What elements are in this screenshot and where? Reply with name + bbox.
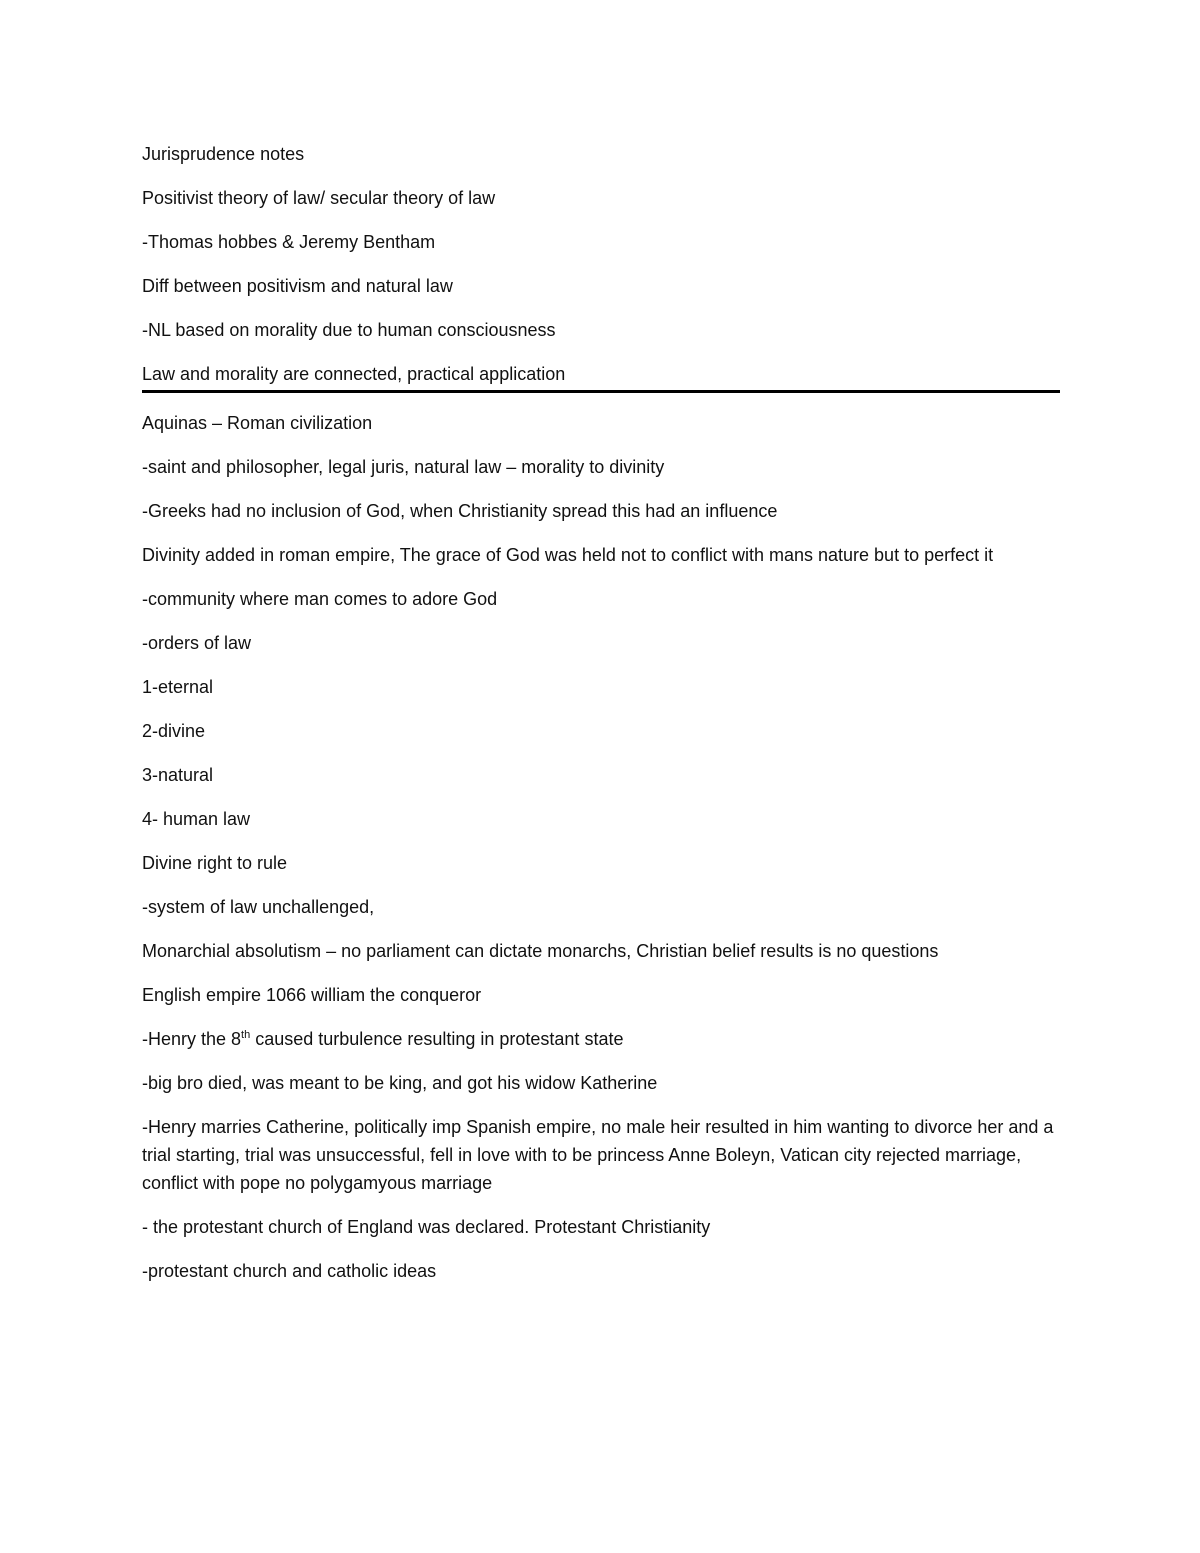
note-line: -Greeks had no inclusion of God, when Christianity spread this had an influence xyxy=(142,501,778,521)
document-body xyxy=(142,140,1060,1301)
note-paragraph: Divinity added in roman empire, The grace of God was held not to conflict with mans nature but to perfect it xyxy=(142,545,994,565)
henry-text-start: -Henry the 8 xyxy=(142,1029,242,1049)
note-line: Aquinas – Roman civilization xyxy=(142,413,373,433)
note-line: -NL based on morality due to human consciousness xyxy=(142,320,556,340)
ordinal-superscript: th xyxy=(241,1029,251,1041)
note-line: -Thomas hobbes & Jeremy Bentham xyxy=(142,232,436,252)
note-list-item: 2-divine xyxy=(142,721,206,741)
henry-text-end: caused turbulence resulting in protestant state xyxy=(250,1029,624,1049)
note-line: Law and morality are connected, practical application xyxy=(142,364,566,384)
horizontal-divider xyxy=(142,390,1060,393)
note-line: English empire 1066 william the conqueror xyxy=(142,985,482,1005)
note-line: -big bro died, was meant to be king, and got his widow Katherine xyxy=(142,1073,658,1093)
note-list-item: 1-eternal xyxy=(142,677,214,697)
note-line: -system of law unchallenged, xyxy=(142,897,375,917)
note-line: -community where man comes to adore God xyxy=(142,589,498,609)
note-line-henry xyxy=(142,1025,1060,1053)
note-line: -protestant church and catholic ideas xyxy=(142,1261,437,1281)
note-line: Diff between positivism and natural law xyxy=(142,276,453,296)
note-line: -orders of law xyxy=(142,633,252,653)
note-paragraph: -Henry marries Catherine, politically imp Spanish empire, no male heir resulted in him wanting to divorce her and a trial starting, trial was unsuccessful, fell in love with to be princess Anne Boleyn, Vatican city rejected marriage, conflict with pope no polygamyous marriage xyxy=(142,1117,1054,1193)
note-list-item: 3-natural xyxy=(142,765,214,785)
note-line: Divine right to rule xyxy=(142,853,288,873)
note-line: Positivist theory of law/ secular theory of law xyxy=(142,188,496,208)
note-line: -saint and philosopher, legal juris, natural law – morality to divinity xyxy=(142,457,665,477)
note-line: - the protestant church of England was declared. Protestant Christianity xyxy=(142,1217,711,1237)
note-list-item: 4- human law xyxy=(142,809,251,829)
document-title: Jurisprudence notes xyxy=(142,144,305,164)
note-line: Monarchial absolutism – no parliament can dictate monarchs, Christian belief results is no questions xyxy=(142,941,939,961)
